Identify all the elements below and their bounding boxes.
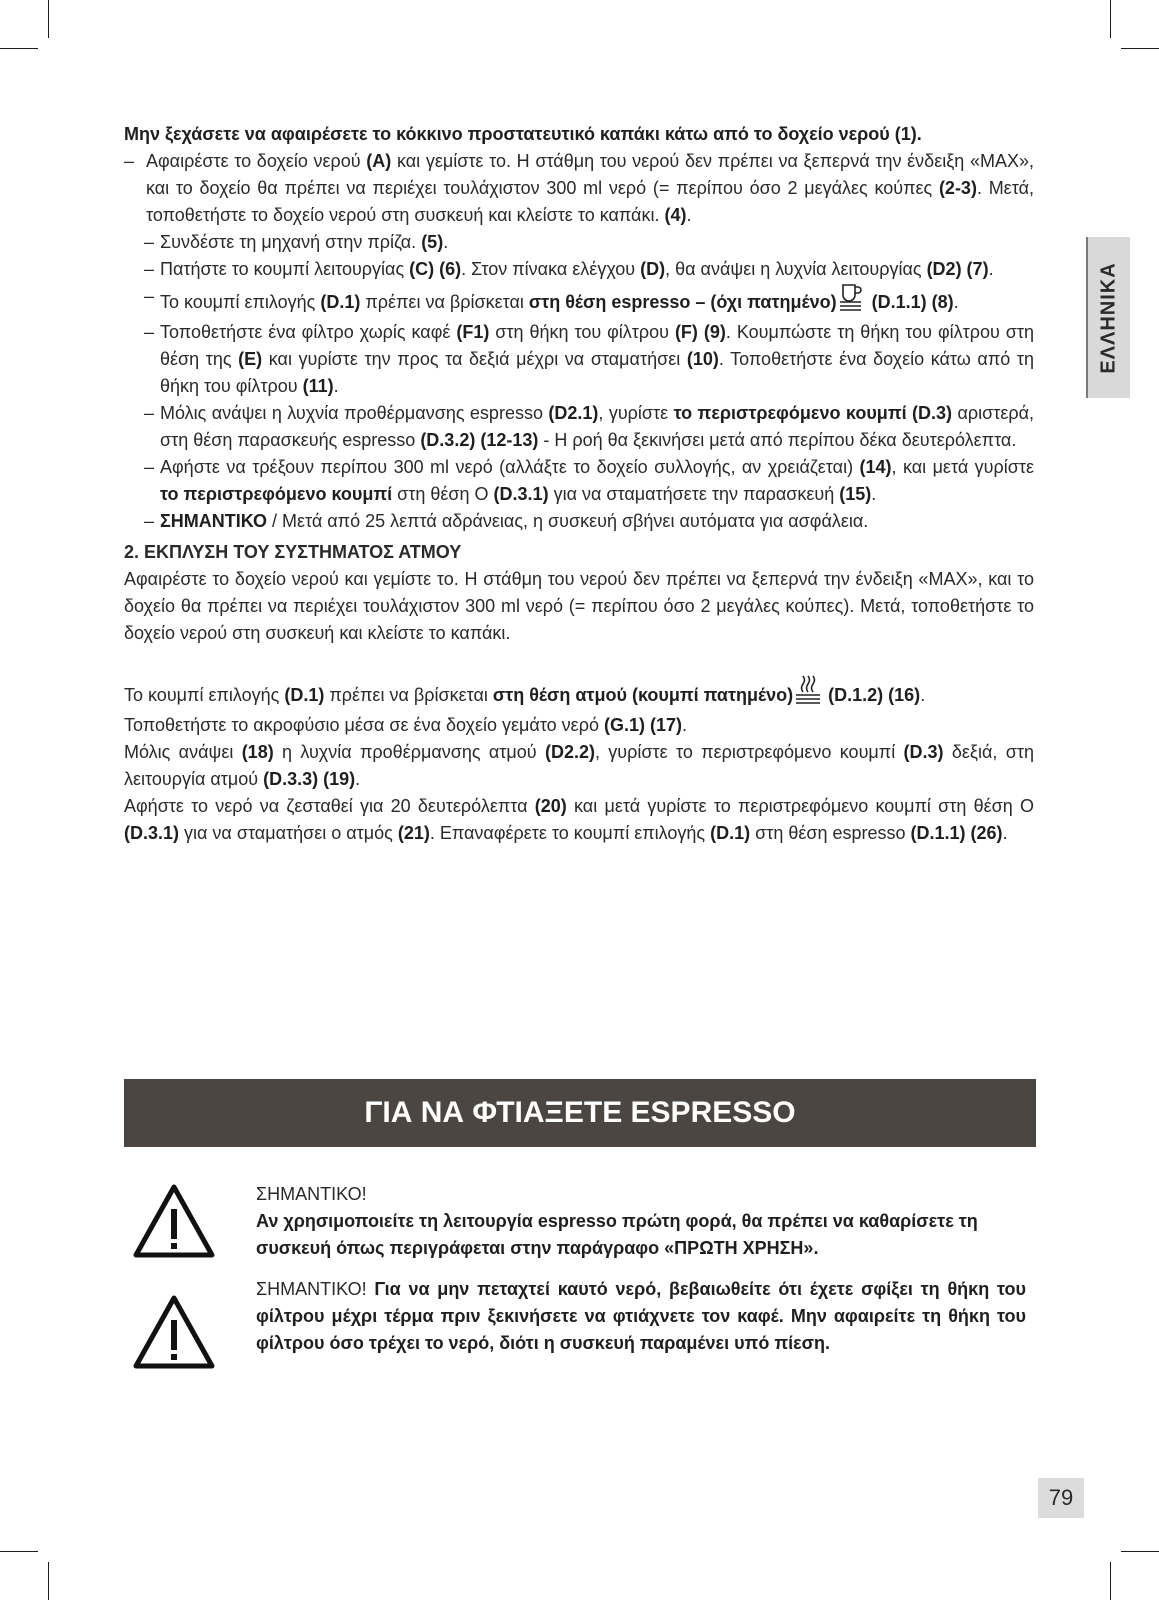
text-run: Το κουμπί επιλογής [160,292,321,312]
text-run: Αφήστε το νερό να ζεσταθεί για 20 δευτερόλεπτα [124,796,535,816]
text-run: (5) [421,232,444,252]
dash-bullet: – [124,151,135,171]
text-run: , γυρίστε το περιστρεφόμενο κουμπί [594,742,904,762]
text-run: (D.1) [320,292,361,312]
text-run: Μόλις ανάψει η λυχνία προθέρμανσης espresso [160,403,549,423]
warning-line [256,1208,1026,1262]
dash-bullet: – [144,403,155,423]
text-run: (20) [534,796,567,816]
step-item [124,400,1034,454]
text-run: (D.3.3) (19) [263,769,356,789]
text-run: Αφαιρέστε το δοχείο νερού [146,151,367,171]
text-run: . [686,205,692,225]
crop-mark [0,48,38,49]
text-run: , θα ανάψει η λυχνία λειτουργίας [665,259,927,279]
paragraph [124,712,1034,739]
cup-icon [839,283,865,319]
steam-icon [795,674,821,712]
step-item [124,319,1034,400]
step-item [124,508,1034,535]
text-run: . [1002,823,1008,843]
text-run: (D.3.1) [493,484,549,504]
step-item [124,283,1034,319]
text-run: . [681,715,687,735]
crop-mark [48,1562,49,1600]
text-run: (11) [302,376,334,396]
text-run: (D.1.2) (16) [823,685,921,705]
paragraph [124,674,1034,712]
text-run: , γυρίστε [598,403,674,423]
text-run: . [333,376,339,396]
text-run: πρέπει να βρίσκεται [360,292,529,312]
text-run: (2-3) [938,178,977,198]
page-number: 79 [1038,1478,1084,1518]
text-run: . [920,685,926,705]
text-run: . Μετά, τοποθετήστε το δοχείο νερού στη συσκευή και κλείστε το καπάκι. [146,178,1034,225]
text-run: Για να μην πεταχτεί καυτό νερό, βεβαιωθείτε ότι έχετε σφίξει τη θήκη του φίλτρου μέχρι τέρμα πριν ξεκινήσετε να φτιάχνετε τον καφέ. Μην αφαιρείτε τη θήκη του φίλτρου όσο τρέχει το νερό, διότι η συσκευή παραμένει υπό πίεση. [256,1279,1026,1353]
text-run: , και μετά γυρίστε [891,457,1034,477]
text-run: Πατήστε το κουμπί λειτουργίας [160,259,410,279]
section-paragraphs [124,566,1034,647]
text-run: (G.1) (17) [603,715,682,735]
text-run: (D2) (7) [926,259,989,279]
language-tab [1086,237,1130,398]
text-run: Μόλις ανάψει [124,742,242,762]
step-item [124,454,1034,508]
text-run: (D.3.1) [124,823,180,843]
text-run: Αφήστε να τρέξουν περίπου 300 ml νερό (αλλάξτε το δοχείο συλλογής, αν χρειάζεται) [160,457,860,477]
paragraph [124,739,1034,793]
text-run: (D.1) [710,823,751,843]
crop-mark [1121,48,1159,49]
dash-bullet: – [144,511,155,531]
text-run: και μετά γυρίστε το περιστρεφόμενο κουμπί στη θέση O [566,796,1034,816]
text-run: (F) (9) [674,322,726,342]
intro-warning [124,121,1034,148]
text-run: (D2.2) [544,742,595,762]
dash-bullet: – [144,232,155,252]
text-run: (D.1.1) (26) [910,823,1003,843]
text-run: (18) [241,742,274,762]
warning-text [256,1181,1026,1262]
warning-text [256,1276,1026,1357]
warning-icon [132,1183,216,1259]
main-content [124,121,1034,847]
text-run: . Κουμπώστε τη θήκη του φίλτρου στη θέση της [160,322,1034,369]
steps-list [124,148,1034,535]
text-run: στη θήκη του φίλτρου [489,322,675,342]
warning-line [256,1181,1026,1208]
text-run: (D.1) [284,685,325,705]
text-run: (D) [640,259,666,279]
text-run: δεξιά, στη λειτουργία ατμού [124,742,1034,789]
text-run: . Επαναφέρετε το κουμπί επιλογής [429,823,711,843]
text-run: . [355,769,361,789]
text-run: Συνδέστε τη μηχανή στην πρίζα. [160,232,422,252]
dash-bullet: – [144,322,155,342]
text-run: στη θέση espresso – (όχι πατημένο) [528,292,837,312]
crop-mark [1110,0,1111,38]
text-run: (D.3.2) (12-13) [420,430,539,450]
step-item [124,229,1034,256]
text-run: στη θέση espresso [750,823,911,843]
section-banner [124,1079,1036,1147]
text-run: για να σταματήσετε την παρασκευή [548,484,840,504]
banner-title: ΓΙΑ ΝΑ ΦΤΙΑΞΕΤΕ ESPRESSO [364,1096,796,1129]
step-item [124,148,1034,229]
text-run: Αν χρησιμοποιείτε τη λειτουργία espresso πρώτη φορά, θα πρέπει να καθαρίσετε τη συσκευή όπως περιγράφεται στην παράγραφο «ΠΡΩΤΗ ΧΡΗΣΗ». [256,1211,978,1258]
text-run: και γεμίστε το. Η στάθμη του νερού δεν πρέπει να ξεπερνά την ένδειξη «MAX», και το δοχείο θα πρέπει να περιέχει τουλάχιστον 300 ml νερό (= περίπου όσο 2 μεγάλες κούπες [146,151,1034,198]
text-run: . [443,232,449,252]
text-run: . Στον πίνακα ελέγχου [461,259,641,279]
text-run: (E) [238,349,263,369]
text-run: στη θέση O [392,484,494,504]
text-run: / Μετά από 25 λεπτά αδράνειας, η συσκευή σβήνει αυτόματα για ασφάλεια. [266,511,869,531]
text-run: ΣΗΜΑΝΤΙΚΟ! [256,1279,367,1299]
text-run: το περιστρεφόμενο κουμπί (D.3) [673,403,953,423]
crop-mark [1110,1562,1111,1600]
dash-bullet: – [144,286,155,306]
text-run: και γυρίστε την προς τα δεξιά μέχρι να σταματήσει [262,349,687,369]
text-run: για να σταματήσει ο ατμός [179,823,398,843]
text-run: (10) [686,349,719,369]
paragraph [124,566,1034,647]
text-run: το περιστρεφόμενο κουμπί [160,484,393,504]
crop-mark [0,1551,38,1552]
text-run: ΣΗΜΑΝΤΙΚΟ! [256,1184,367,1204]
crop-mark [48,0,49,38]
text-run: αριστερά, στη θέση παρασκευής espresso [160,403,1034,450]
warning-icon [132,1294,216,1370]
crop-mark [1121,1551,1159,1552]
text-run: Μην ξεχάσετε να αφαιρέσετε το κόκκινο προστατευτικό καπάκι κάτω από το δοχείο νερού (1). [124,124,922,144]
text-run: Τοποθετήστε το ακροφύσιο μέσα σε ένα δοχείο γεμάτο νερό [124,715,604,735]
text-run: (D.3) [903,742,944,762]
text-run: (15) [839,484,872,504]
text-run: (F1) [456,322,490,342]
text-run: (4) [664,205,687,225]
text-run: . Τοποθετήστε ένα δοχείο κάτω από τη θήκη του φίλτρου [160,349,1034,396]
section-heading: 2. ΕΚΠΛΥΣΗ ΤΟΥ ΣΥΣΤΗΜΑΤΟΣ ΑΤΜΟΥ [124,542,462,562]
text-run: Αφαιρέστε το δοχείο νερού και γεμίστε το. Η στάθμη του νερού δεν πρέπει να ξεπερνά την ένδειξη «MAX», και το δοχείο θα πρέπει να περιέχει τουλάχιστον 300 ml νερό (= περίπου όσο 2 μεγάλες κούπες). Μετά, τοποθετήστε το δοχείο νερού στη συσκευή και κλείστε το καπάκι. [124,569,1034,643]
text-run: (D2.1) [548,403,599,423]
section-paragraphs [124,674,1034,847]
text-run: ΣΗΜΑΝΤΙΚΟ [160,511,267,531]
text-run: (C) (6) [409,259,462,279]
text-run: . [953,292,959,312]
paragraph [124,793,1034,847]
dash-bullet: – [144,457,155,477]
text-run: η λυχνία προθέρμανσης ατμού [273,742,545,762]
step-item [124,256,1034,283]
text-run: - Η ροή θα ξεκινήσει μετά από περίπου δέκα δευτερόλεπτα. [538,430,1017,450]
text-run: πρέπει να βρίσκεται [324,685,493,705]
text-run: (21) [397,823,430,843]
text-run: . [988,259,994,279]
text-run: (D.1.1) (8) [866,292,954,312]
text-run: στη θέση ατμού (κουμπί πατημένο) [492,685,794,705]
language-tab-label: ΕΛΛΗΝΙΚΑ [1097,261,1120,374]
warning-line [256,1276,1026,1357]
text-run: Τοποθετήστε ένα φίλτρο χωρίς καφέ [160,322,457,342]
text-run: . [871,484,877,504]
text-run: (A) [366,151,392,171]
text-run: Το κουμπί επιλογής [124,685,285,705]
dash-bullet: – [144,259,155,279]
text-run: (14) [859,457,892,477]
